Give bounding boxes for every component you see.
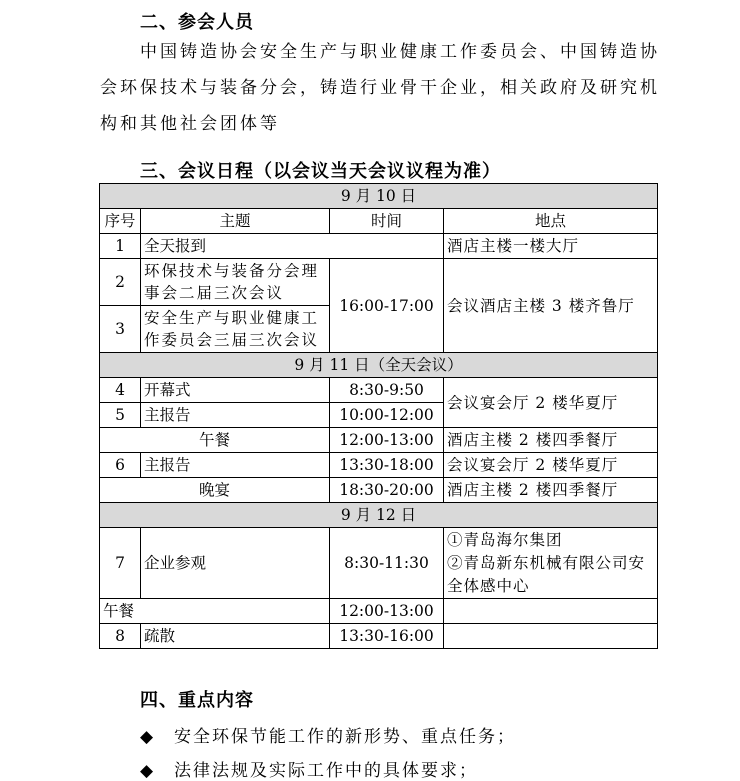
row-place: 会议宴会厅 2 楼华夏厅 bbox=[444, 453, 658, 478]
row-time: 13:30-16:00 bbox=[330, 624, 444, 649]
row-topic: 主报告 bbox=[141, 403, 330, 428]
row-topic: 安全生产与职业健康工作委员会三届三次会议 bbox=[141, 306, 330, 353]
row-time: 16:00-17:00 bbox=[330, 259, 444, 353]
paragraph-line: 构和其他社会团体等 bbox=[100, 114, 280, 134]
place-line: ②青岛新东机械有限公司安 bbox=[447, 553, 646, 572]
table-row bbox=[100, 259, 658, 306]
section-3-title: 三、会议日程（以会议当天会议议程为准） bbox=[140, 161, 501, 182]
row-no: 7 bbox=[100, 528, 141, 599]
row-no: 3 bbox=[100, 306, 141, 353]
day-header-row bbox=[100, 353, 658, 378]
bullet-item bbox=[140, 756, 478, 781]
col-header-time: 时间 bbox=[330, 209, 444, 234]
table-row bbox=[100, 478, 658, 503]
row-topic: 疏散 bbox=[141, 624, 330, 649]
row-time: 12:00-13:00 bbox=[330, 599, 444, 624]
day-label: 9 月 10 日 bbox=[100, 184, 658, 209]
day-label: 9 月 11 日（全天会议） bbox=[100, 353, 658, 378]
section-2-paragraph bbox=[100, 34, 680, 142]
diamond-bullet-icon: ◆ bbox=[140, 727, 156, 747]
place-line: ①青岛海尔集团 bbox=[447, 530, 563, 549]
table-row bbox=[100, 234, 658, 259]
day-label: 9 月 12 日 bbox=[100, 503, 658, 528]
diamond-bullet-icon: ◆ bbox=[140, 761, 156, 781]
row-topic: 环保技术与装备分会理事会二届三次会议 bbox=[141, 259, 330, 306]
day-header-row bbox=[100, 503, 658, 528]
col-header-topic: 主题 bbox=[141, 209, 330, 234]
row-place: 会议酒店主楼 3 楼齐鲁厅 bbox=[444, 259, 658, 353]
col-header-place: 地点 bbox=[444, 209, 658, 234]
table-row bbox=[100, 378, 658, 403]
row-topic: 午餐 bbox=[100, 599, 330, 624]
row-topic: 主报告 bbox=[141, 453, 330, 478]
row-place bbox=[444, 599, 658, 624]
row-place bbox=[444, 528, 658, 599]
table-row bbox=[100, 624, 658, 649]
row-topic: 午餐 bbox=[100, 428, 330, 453]
place-line: 全体感中心 bbox=[447, 576, 530, 595]
col-header-no: 序号 bbox=[100, 209, 141, 234]
row-no: 1 bbox=[100, 234, 141, 259]
row-no: 2 bbox=[100, 259, 141, 306]
table-row bbox=[100, 453, 658, 478]
column-header-row bbox=[100, 209, 658, 234]
bullet-text: 安全环保节能工作的新形势、重点任务； bbox=[174, 727, 516, 747]
paragraph-line: 中国铸造协会安全生产与职业健康工作委员会、中国铸造协 bbox=[140, 42, 660, 62]
row-time: 12:00-13:00 bbox=[330, 428, 444, 453]
row-no: 6 bbox=[100, 453, 141, 478]
paragraph-line: 会环保技术与装备分会，铸造行业骨干企业，相关政府及研究机 bbox=[100, 78, 660, 98]
row-no: 4 bbox=[100, 378, 141, 403]
row-topic: 开幕式 bbox=[141, 378, 330, 403]
row-topic: 企业参观 bbox=[141, 528, 330, 599]
row-topic: 晚宴 bbox=[100, 478, 330, 503]
bullet-item bbox=[140, 722, 516, 747]
row-time: 13:30-18:00 bbox=[330, 453, 444, 478]
bullet-text: 法律法规及实际工作中的具体要求； bbox=[174, 761, 478, 781]
section-4-title: 四、重点内容 bbox=[140, 690, 254, 711]
row-place: 会议宴会厅 2 楼华夏厅 bbox=[444, 378, 658, 428]
table-row bbox=[100, 428, 658, 453]
row-place: 酒店主楼 2 楼四季餐厅 bbox=[444, 428, 658, 453]
day-header-row bbox=[100, 184, 658, 209]
row-time: 18:30-20:00 bbox=[330, 478, 444, 503]
row-no: 5 bbox=[100, 403, 141, 428]
row-place bbox=[444, 624, 658, 649]
row-no: 8 bbox=[100, 624, 141, 649]
section-2-title: 二、参会人员 bbox=[140, 12, 254, 33]
table-row bbox=[100, 528, 658, 599]
row-place: 酒店主楼一楼大厅 bbox=[444, 234, 658, 259]
row-time: 8:30-9:50 bbox=[330, 378, 444, 403]
row-topic: 全天报到 bbox=[141, 234, 444, 259]
row-time: 8:30-11:30 bbox=[330, 528, 444, 599]
schedule-table bbox=[99, 183, 658, 649]
row-time: 10:00-12:00 bbox=[330, 403, 444, 428]
row-place: 酒店主楼 2 楼四季餐厅 bbox=[444, 478, 658, 503]
table-row bbox=[100, 599, 658, 624]
